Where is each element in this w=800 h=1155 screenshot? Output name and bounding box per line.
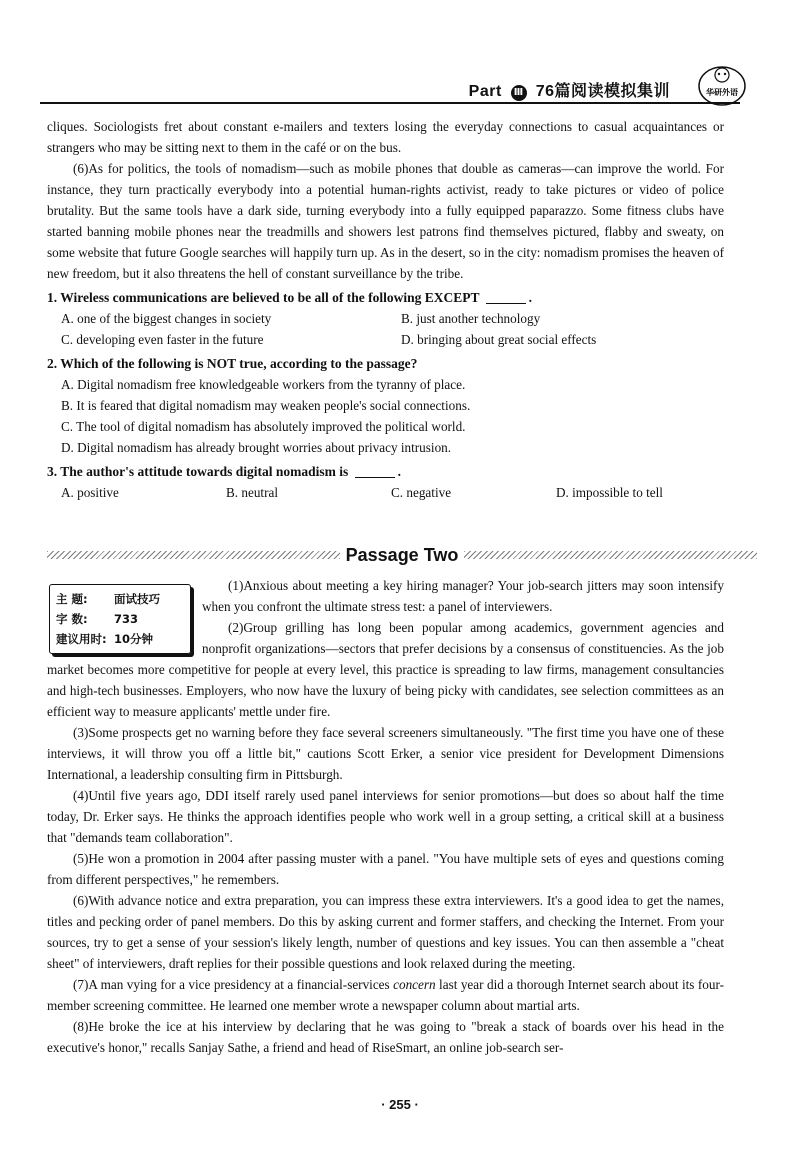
publisher-logo-icon bbox=[696, 62, 748, 108]
running-title bbox=[469, 78, 670, 101]
question-3-stem: 3. The author's attitude towards digital nomadism is bbox=[47, 464, 349, 479]
paragraph-7-italic-word: concern bbox=[393, 977, 436, 992]
part-label: Part bbox=[468, 83, 502, 100]
option-c: C. developing even faster in the future bbox=[61, 332, 264, 347]
paragraph-7-part-2: last year did a thorough Internet search about its four-member screening committee. He learned one member wrote a newspaper column about martial arts. bbox=[47, 977, 724, 1013]
paragraph-4: (4)Until five years ago, DDI itself rarely used panel interviews for senior promotions—but does so about half the time today, Dr. Erker says. He thinks the approach identifies people who work well in a group setting, a critical skill at a business that "demands team collaboration". bbox=[47, 788, 724, 845]
info-time bbox=[56, 629, 184, 649]
option-d: D. impossible to tell bbox=[556, 485, 663, 500]
option-b: B. just another technology bbox=[401, 311, 541, 326]
question-3-options bbox=[47, 482, 724, 503]
topic-value: 面试技巧 bbox=[114, 592, 160, 606]
paragraph-2: (2)Group grilling has long been popular among academics, government agencies and nonprofit organizations—sectors that prefer decisions by a consensus of constituencies. As the job market becomes more competitive for people at every level, this practice is spreading to law firms, management consultancies and high-tech businesses. Employers, who now have the luxury of being picky with candidates, see selection committees as an efficient way to measure applicants' mettle under fire. bbox=[47, 620, 724, 719]
info-words bbox=[56, 609, 184, 629]
question-3 bbox=[47, 461, 724, 482]
question-1 bbox=[47, 287, 724, 308]
time-label: 建议用时: bbox=[56, 632, 107, 646]
paragraph-3: (3)Some prospects get no warning before they face several screeners simultaneously. "The first time you have one of these interviews, it will throw you off a little bit," cautions Scott Erker, a senior vice president for Development Dimensions International, a leadership consulting firm in Pittsburgh. bbox=[47, 725, 724, 782]
option-b: B. neutral bbox=[226, 485, 279, 500]
option-b: B. It is feared that digital nomadism may weaken people's social connections. bbox=[61, 398, 471, 413]
option-c: C. The tool of digital nomadism has absolutely improved the political world. bbox=[61, 419, 466, 434]
logo-text: 华研外语 bbox=[706, 88, 738, 97]
option-a: A. positive bbox=[61, 485, 119, 500]
part-number-badge: Ⅲ bbox=[511, 85, 527, 101]
paragraph-6: (6)With advance notice and extra preparation, you can impress these extra interviewers. It's a good idea to get the names, titles and pecking order of panel members. Do this by asking current and former staffers, and checking the Internet. From your sources, try to get a sense of your session's likely length, number of questions and key issues. You can then assemble a "cheat sheet" of interviewers, draft replies for their possible questions and look relaxed during the meeting. bbox=[47, 893, 724, 971]
page-header bbox=[40, 68, 740, 104]
passage-title: Passage Two bbox=[345, 544, 459, 565]
section-title: 76篇阅读模拟集训 bbox=[535, 83, 670, 100]
time-value: 10分钟 bbox=[114, 632, 154, 646]
question-1-options bbox=[47, 308, 724, 350]
question-3-end: . bbox=[397, 464, 402, 479]
question-2-options bbox=[47, 374, 724, 458]
option-a: A. Digital nomadism free knowledgeable workers from the tyranny of place. bbox=[61, 377, 466, 392]
passage-two-heading bbox=[47, 543, 757, 567]
question-1-end: . bbox=[528, 290, 532, 305]
heading-rule-left bbox=[47, 551, 340, 559]
words-value: 733 bbox=[114, 612, 139, 626]
answer-blank bbox=[355, 463, 395, 478]
paragraph-1: (1)Anxious about meeting a key hiring manager? Your job-search jitters may soon intensify when you confront the ultimate stress test: a panel of interviewers. bbox=[202, 578, 724, 614]
option-d: D. bringing about great social effects bbox=[401, 332, 597, 347]
passage-one-tail bbox=[47, 116, 724, 503]
paragraph-cliques: cliques. Sociologists fret about constant e-mailers and texters losing the everyday connections to casual acquaintances or strangers who may be sitting next to them in the café or on the bus. bbox=[47, 119, 724, 155]
paragraph-politics: (6)As for politics, the tools of nomadism—such as mobile phones that double as cameras—can improve the world. For instance, they turn practically everybody into a potential human-rights activist, ready to take pictures or video of police brutality. But the same tools have a dark side, turning everybody into a fully equipped paparazzo. Some fitness clubs have started banning mobile phones near the treadmills and showers lest patrons find themselves pictured, flabby and sweaty, on some website that future Google searches will happily turn up. As in the desert, so in the city: nomadism promises the heaven of new freedom, but it also threatens the hell of constant surveillance by the tribe. bbox=[47, 161, 724, 281]
words-label: 字 数: bbox=[56, 612, 88, 626]
heading-rule-right bbox=[464, 551, 757, 559]
question-1-stem: 1. Wireless communications are believed to be all of the following EXCEPT bbox=[47, 290, 480, 305]
paragraph-5: (5)He won a promotion in 2004 after passing muster with a panel. "You have multiple sets of eyes and questions coming from different perspectives," he remembers. bbox=[47, 851, 724, 887]
option-d: D. Digital nomadism has already brought worries about privacy intrusion. bbox=[61, 440, 452, 455]
paragraph-7 bbox=[47, 974, 724, 1016]
info-topic bbox=[56, 589, 184, 609]
question-2: 2. Which of the following is NOT true, according to the passage? bbox=[47, 356, 418, 371]
paragraph-8: (8)He broke the ice at his interview by declaring that he was going to "break a stack of boards over his head in the executive's honor," recalls Sanjay Sathe, a friend and head of RiseSmart, an online job-search ser- bbox=[47, 1019, 724, 1055]
option-c: C. negative bbox=[391, 485, 452, 500]
paragraph-7-part-1: (7)A man vying for a vice presidency at a financial-services bbox=[73, 977, 394, 992]
topic-label: 主 题: bbox=[56, 592, 88, 606]
passage-info-box bbox=[49, 584, 191, 654]
option-a: A. one of the biggest changes in society bbox=[61, 311, 272, 326]
answer-blank bbox=[486, 289, 526, 304]
page-number: · 255 · bbox=[381, 1097, 419, 1112]
